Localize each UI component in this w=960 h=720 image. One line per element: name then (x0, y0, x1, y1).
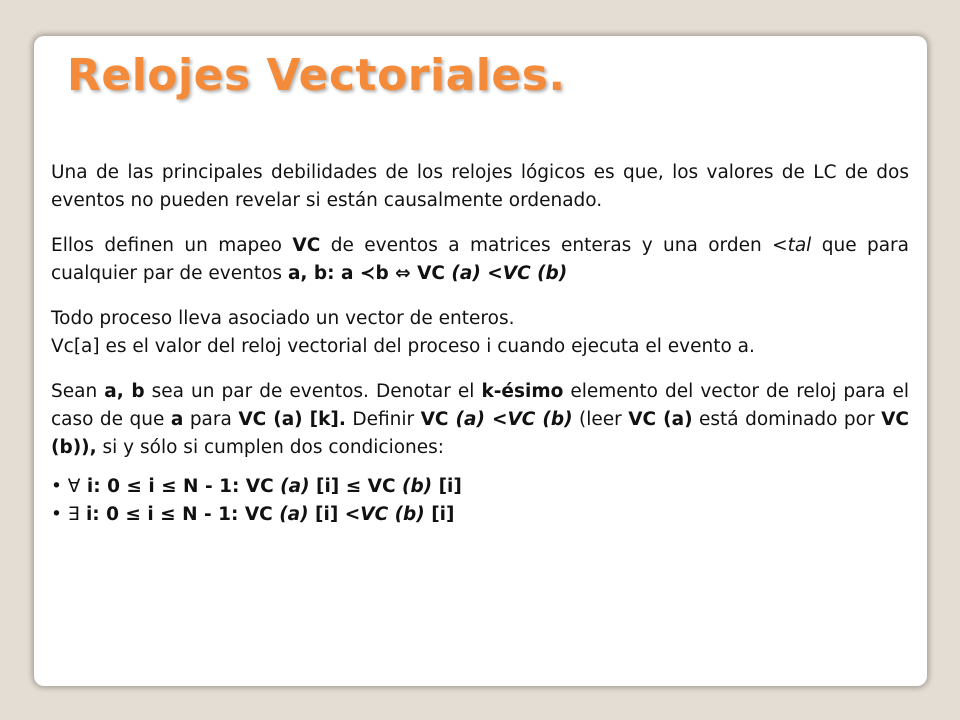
list-item: • ∃ i: 0 ≤ i ≤ N - 1: VC (a) [i] <VC (b) [i] (51, 504, 455, 525)
slide-content (51, 159, 909, 529)
paragraph-vc-definition: Ellos definen un mapeo VC de eventos a matrices enteras y una orden <tal que para cualquier par de eventos a, b: a ≺b ⇔ VC (a) <VC (b) (51, 235, 910, 284)
paragraph-process-vector: Todo proceso lleva asociado un vector de enteros. Vc[a] es el valor del reloj vectorial del proceso i cuando ejecuta el evento a. (51, 308, 755, 357)
paragraph-weakness: Una de las principales debilidades de los relojes lógicos es que, los valores de LC de dos eventos no pueden revelar si están causalmente ordenado. (51, 162, 909, 211)
condition-list (51, 473, 909, 529)
list-item: • ∀ i: 0 ≤ i ≤ N - 1: VC (a) [i] ≤ VC (b) [i] (51, 476, 462, 497)
precedes-symbol: ≺ (359, 263, 376, 284)
forall-symbol: ∀ (67, 476, 81, 497)
bullet-mark: • (51, 476, 68, 497)
exists-symbol: ∃ (67, 504, 80, 525)
bullet-mark: • (51, 504, 68, 525)
paragraph-dominance: Sean a, b sea un par de eventos. Denotar el k-ésimo elemento del vector de reloj para el caso de que a para VC (a) [k]. Definir VC (a) <VC (b) (leer VC (a) está dominado por VC (b)), si y sólo si cumplen dos condiciones: (51, 381, 909, 458)
slide-title: Relojes Vectoriales. (67, 50, 566, 101)
